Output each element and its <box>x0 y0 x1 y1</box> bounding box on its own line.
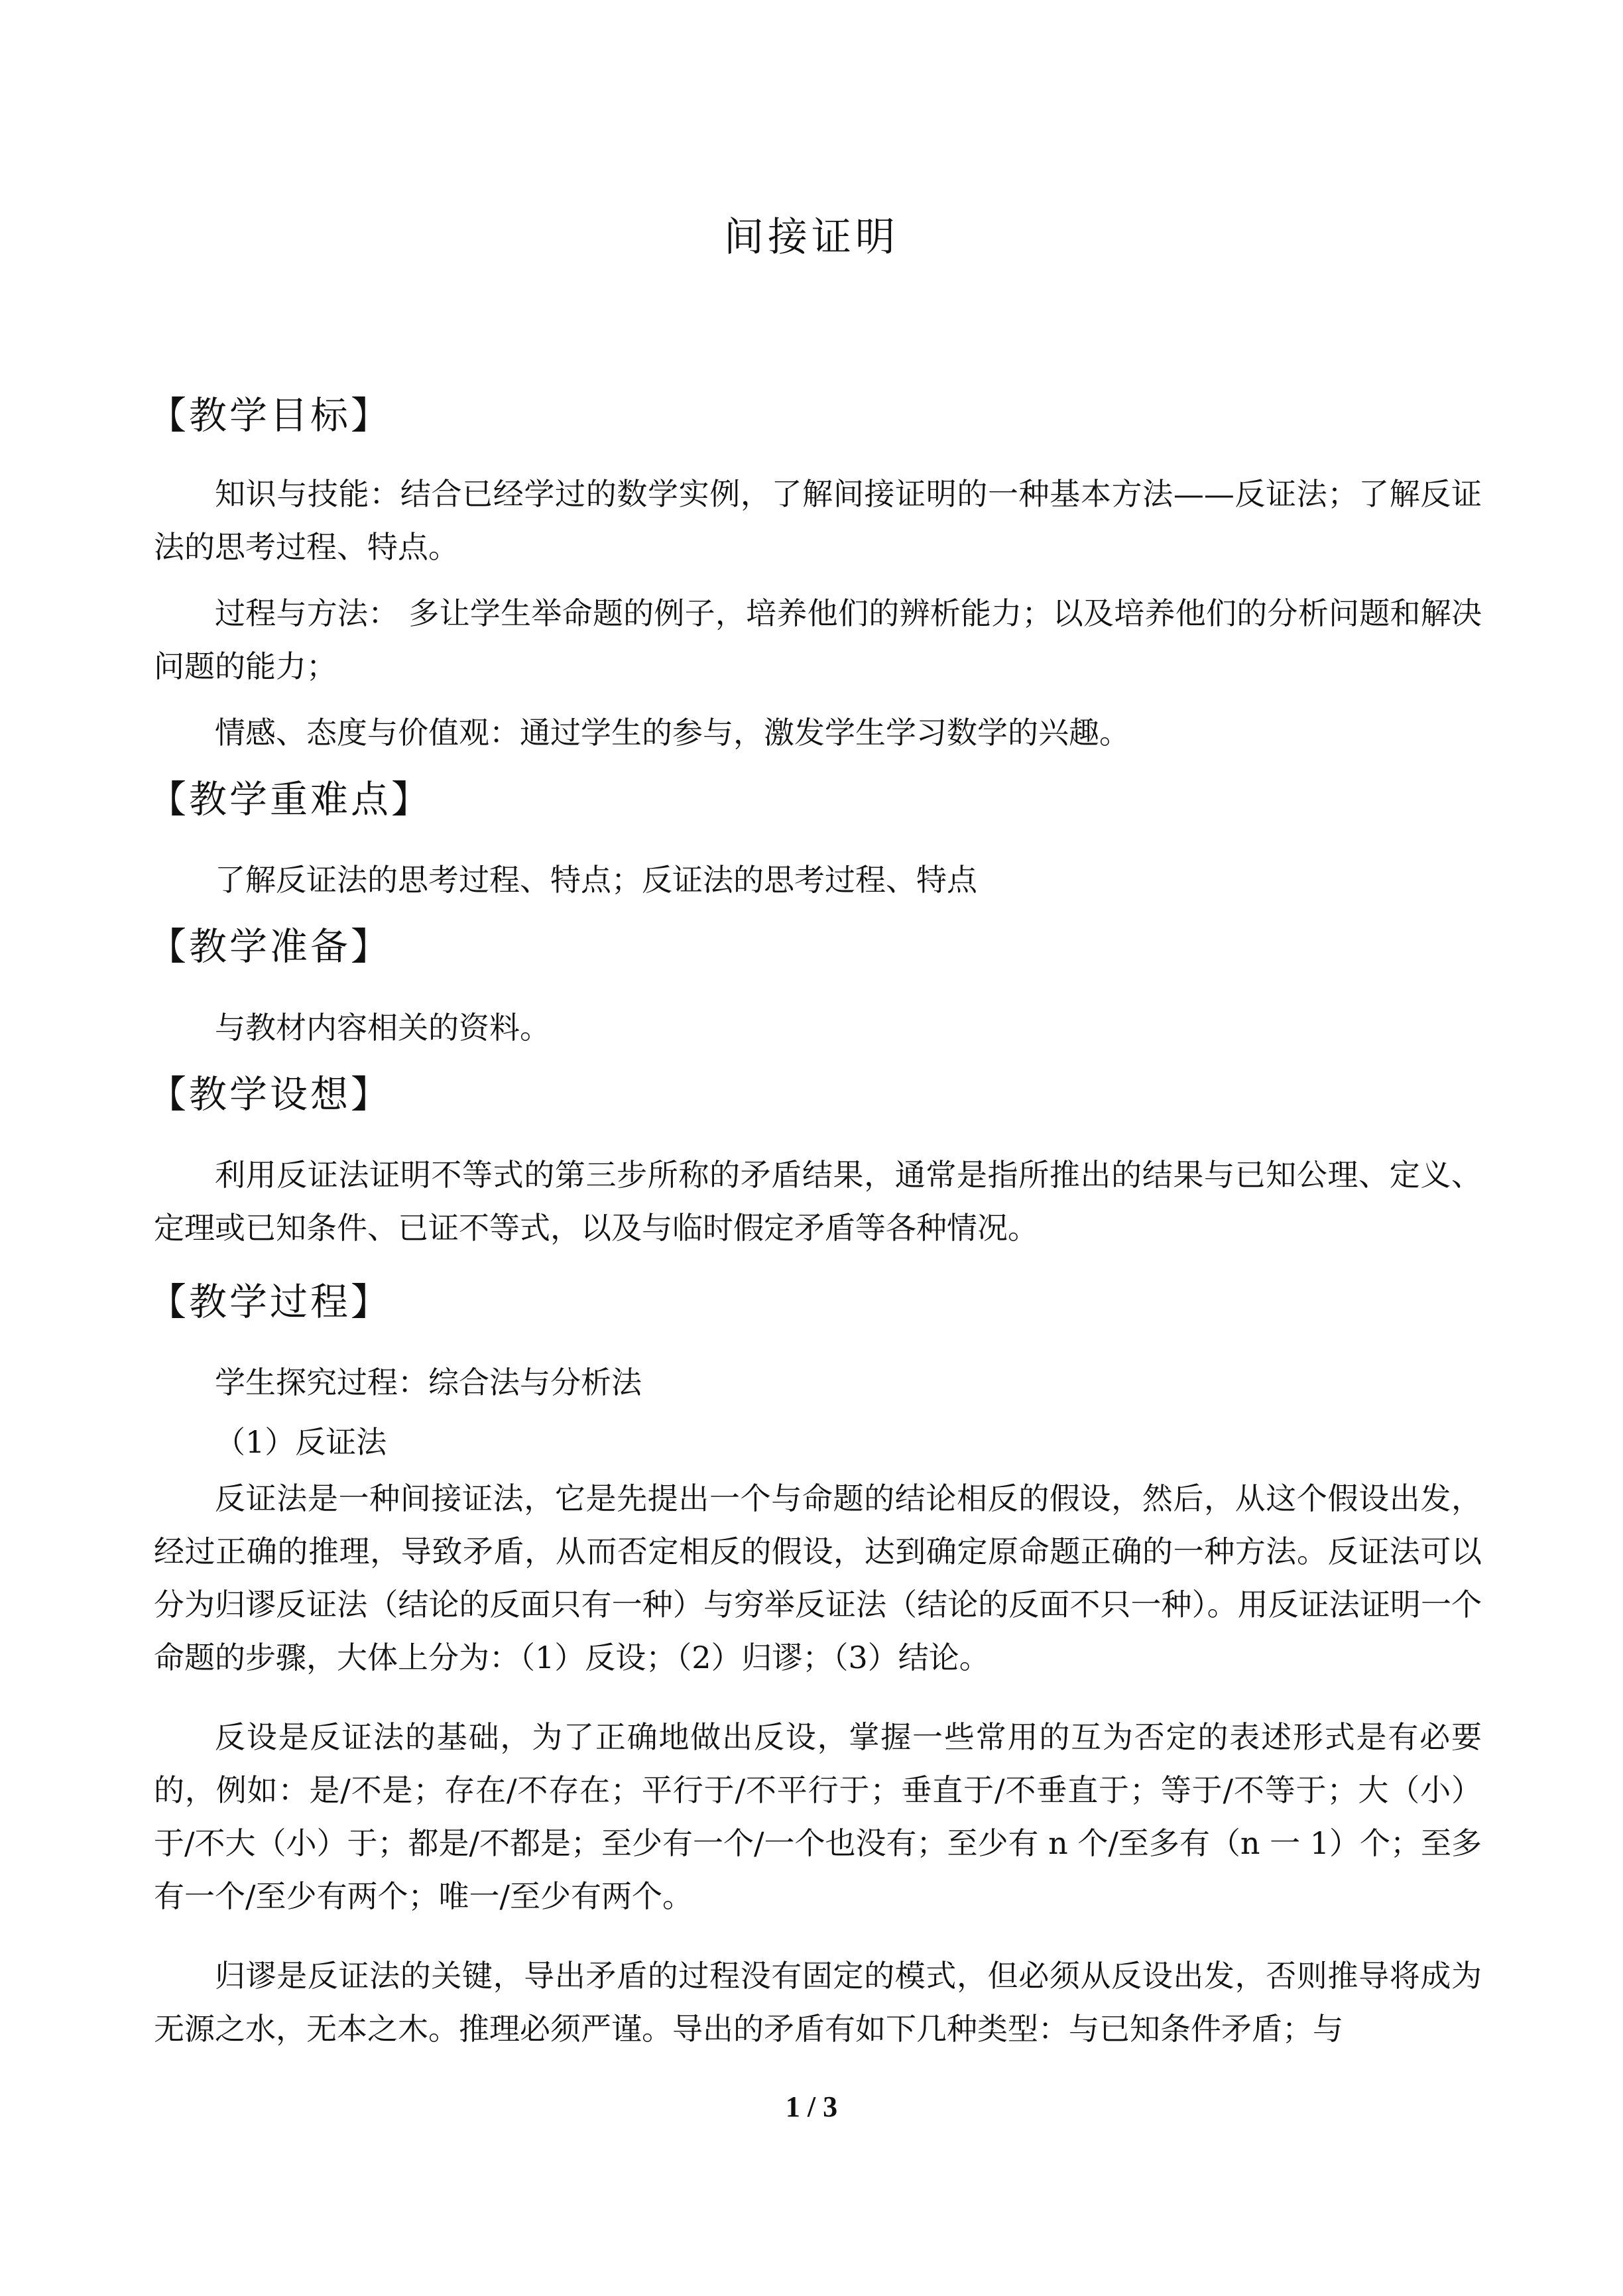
paragraph-emotion-values: 情感、态度与价值观：通过学生的参与，激发学生学习数学的兴趣。 <box>215 715 1130 751</box>
paragraph-teaching-design: 利用反证法证明不等式的第三步所称的矛盾结果，通常是指所推出的结果与已知公理、定义、定理或已知条件、已证不等式，以及与临时假定矛盾等各种情况。 <box>154 1157 1482 1246</box>
paragraph-proof-by-contradiction-definition: 反证法是一种间接证法，它是先提出一个与命题的结论相反的假设，然后，从这个假设出发，经过正确的推理，导致矛盾，从而否定相反的假设，达到确定原命题正确的一种方法。反证法可以分为归谬反证法（结论的反面只有一种）与穷举反证法（结论的反面不只一种）。用反证法证明一个命题的步骤，大体上分为：（1）反设；（2）归谬；（3）结论。 <box>154 1480 1482 1675</box>
paragraph-knowledge-skills: 知识与技能：结合已经学过的数学实例，了解间接证明的一种基本方法——反证法；了解反证法的思考过程、特点。 <box>154 476 1482 565</box>
paragraph-proof-by-contradiction-label: （1）反证法 <box>215 1424 387 1460</box>
heading-teaching-design: 【教学设想】 <box>149 1073 391 1117</box>
paragraph-assumption: 反设是反证法的基础，为了正确地做出反设，掌握一些常用的互为否定的表述形式是有必要的，例如：是/不是；存在/不存在；平行于/不平行于；垂直于/不垂直于；等于/不等于；大（小）于/不大（小）于；都是/不都是；至少有一个/一个也没有；至少有 n 个/至多有（n 一 1）个；至多有一个/至少有两个；唯一/至少有两个。 <box>154 1719 1482 1914</box>
heading-preparation: 【教学准备】 <box>149 925 391 969</box>
document-title: 间接证明 <box>724 214 899 261</box>
page-number: 1 / 3 <box>785 2090 838 2123</box>
paragraph-student-exploration: 学生探究过程：综合法与分析法 <box>215 1364 642 1400</box>
heading-key-points: 【教学重难点】 <box>149 778 432 821</box>
heading-teaching-goals: 【教学目标】 <box>149 394 391 438</box>
paragraph-preparation: 与教材内容相关的资料。 <box>215 1010 550 1046</box>
paragraph-reductio: 归谬是反证法的关键，导出矛盾的过程没有固定的模式，但必须从反设出发，否则推导将成为无源之水，无本之木。推理必须严谨。导出的矛盾有如下几种类型：与已知条件矛盾；与 <box>154 1958 1482 2047</box>
paragraph-process-methods: 过程与方法： 多让学生举命题的例子，培养他们的辨析能力；以及培养他们的分析问题和解决问题的能力； <box>154 595 1482 684</box>
paragraph-key-points: 了解反证法的思考过程、特点；反证法的思考过程、特点 <box>215 862 977 898</box>
heading-teaching-process: 【教学过程】 <box>149 1280 391 1324</box>
